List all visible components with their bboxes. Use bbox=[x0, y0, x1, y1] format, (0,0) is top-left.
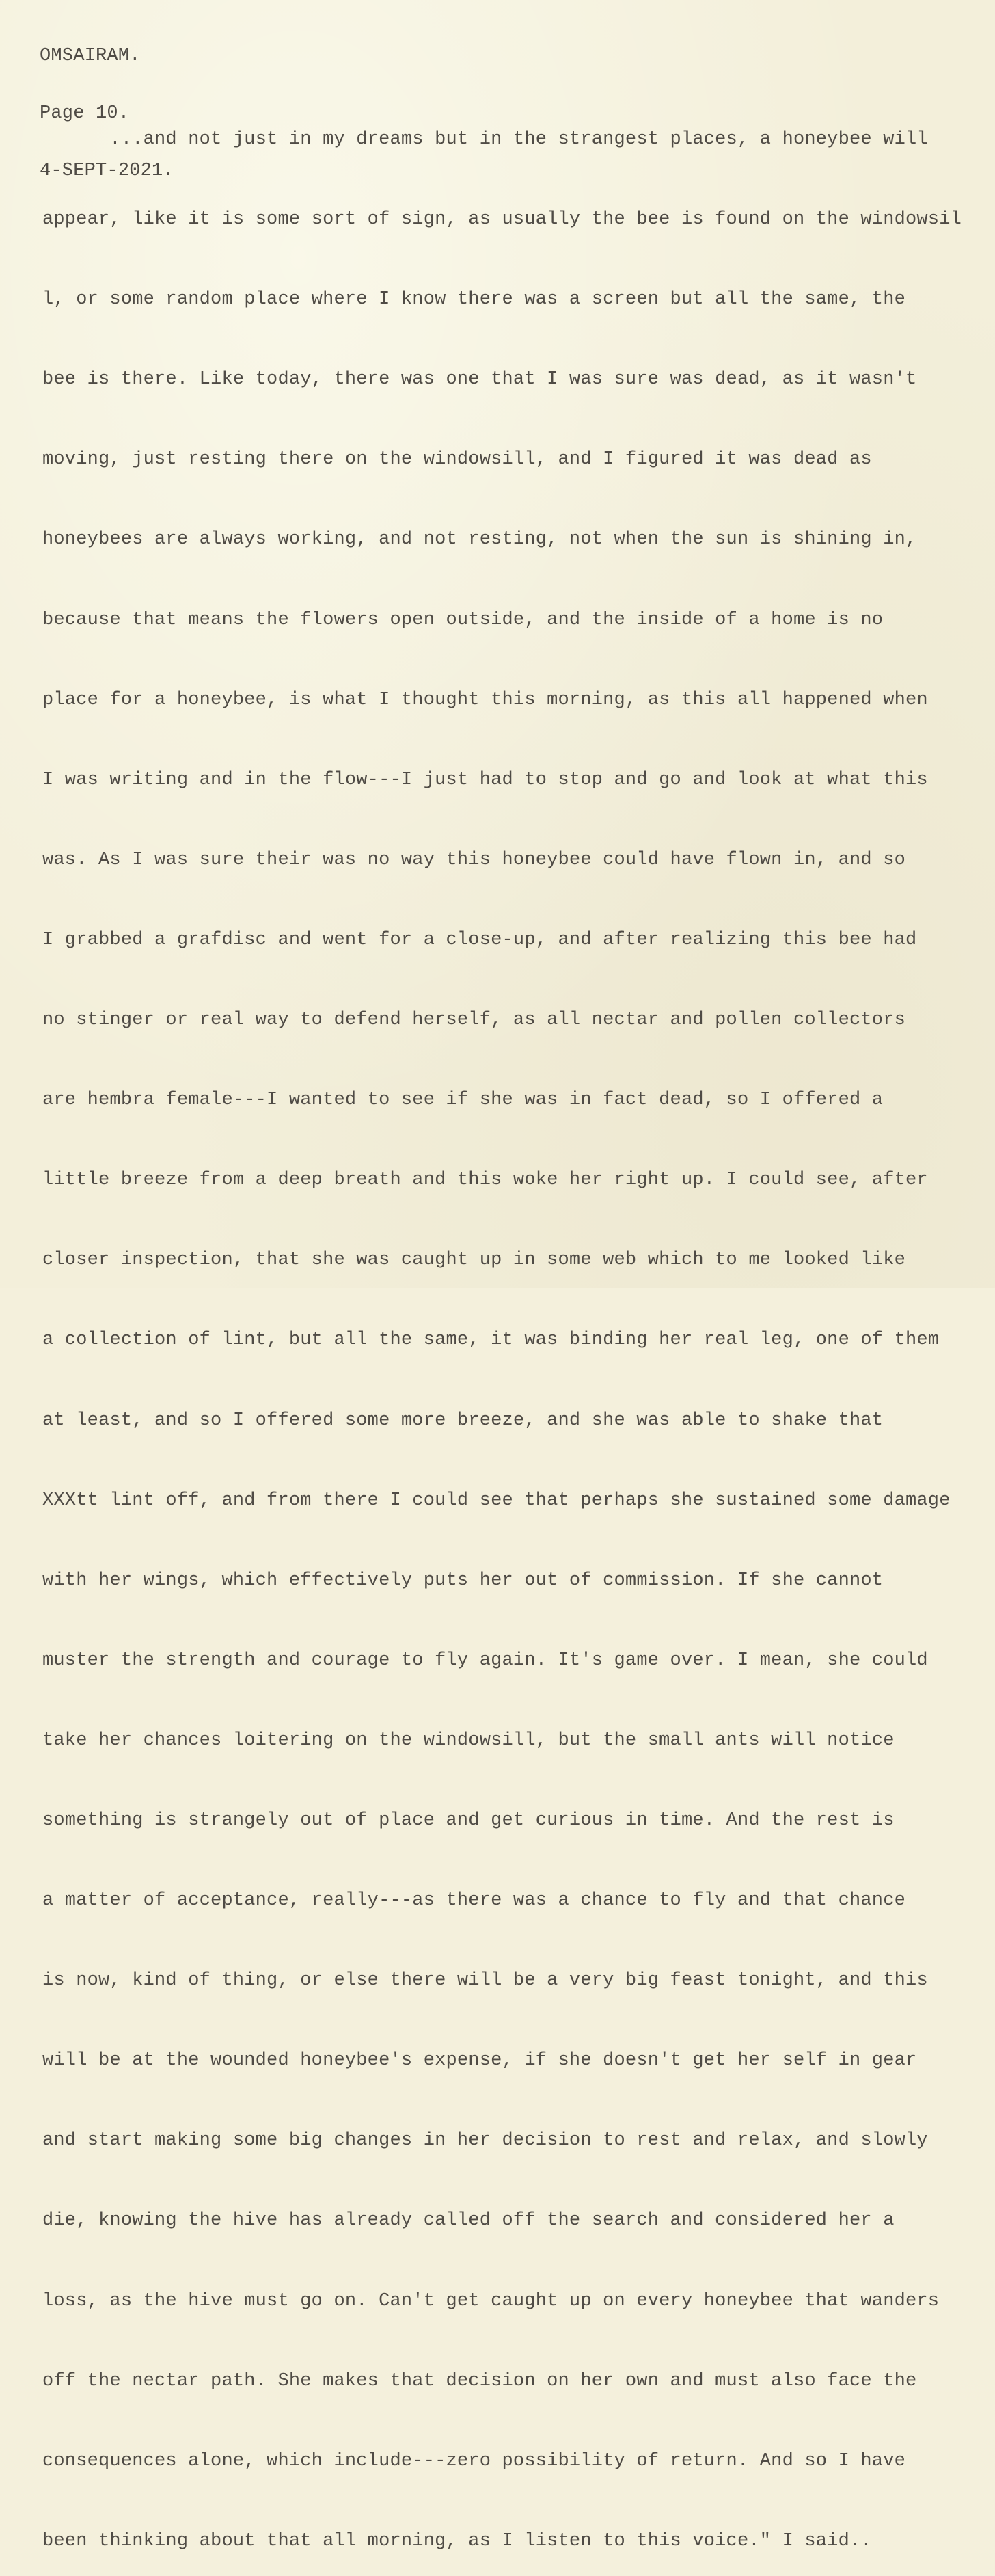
text-line: honeybees are always working, and not resting, not when the sun is shining in, bbox=[42, 529, 917, 550]
text-line: take her chances loitering on the windowsill, but the small ants will notice bbox=[42, 1730, 895, 1751]
text-line: bee is there. Like today, there was one that I was sure was dead, as it wasn't bbox=[42, 369, 917, 390]
body-text bbox=[42, 86, 979, 2576]
header-dedication: OMSAIRAM. bbox=[40, 46, 141, 66]
text-line: moving, just resting there on the windowsill, and I figured it was dead as bbox=[42, 449, 872, 470]
text-line: was. As I was sure their was no way this honeybee could have flown in, and so bbox=[42, 849, 906, 870]
header-date: 4-SEPT-2021. bbox=[40, 161, 174, 181]
text-line: appear, like it is some sort of sign, as usually the bee is found on the windowsil bbox=[42, 209, 962, 230]
text-line: die, knowing the hive has already called off the search and considered her a bbox=[42, 2210, 895, 2231]
text-line: off the nectar path. She makes that decision on her own and must also face the bbox=[42, 2370, 917, 2391]
text-line: are hembra female---I wanted to see if she was in fact dead, so I offered a bbox=[42, 1090, 884, 1111]
text-line: no stinger or real way to defend herself, as all nectar and pollen collectors bbox=[42, 1010, 906, 1031]
text-line: ...and not just in my dreams but in the strangest places, a honeybee will bbox=[42, 129, 928, 150]
text-line: because that means the flowers open outside, and the inside of a home is no bbox=[42, 609, 884, 630]
text-line: will be at the wounded honeybee's expense, if she doesn't get her self in gear bbox=[42, 2050, 917, 2071]
text-line: I grabbed a grafdisc and went for a close-up, and after realizing this bee had bbox=[42, 929, 917, 950]
text-line-overstrike: XXXtt lint off, and from there I could see that perhaps she sustained some damage bbox=[42, 1490, 951, 1511]
text-line: something is strangely out of place and get curious in time. And the rest is bbox=[42, 1810, 895, 1831]
text-line: little breeze from a deep breath and this woke her right up. I could see, after bbox=[42, 1170, 928, 1191]
text-line: been thinking about that all morning, as I listen to this voice." I said.. bbox=[42, 2530, 872, 2551]
text-line: loss, as the hive must go on. Can't get caught up on every honeybee that wanders bbox=[42, 2290, 940, 2311]
header-page-number: Page 10. bbox=[40, 103, 130, 124]
text-line: closer inspection, that she was caught up in some web which to me looked like bbox=[42, 1250, 906, 1271]
text-line: is now, kind of thing, or else there will be a very big feast tonight, and this bbox=[42, 1970, 928, 1991]
text-line: I was writing and in the flow---I just had to stop and go and look at what this bbox=[42, 769, 928, 790]
text-line: muster the strength and courage to fly again. It's game over. I mean, she could bbox=[42, 1650, 928, 1671]
text-line: at least, and so I offered some more breeze, and she was able to shake that bbox=[42, 1410, 884, 1431]
text-line: a matter of acceptance, really---as there was a chance to fly and that chance bbox=[42, 1890, 906, 1911]
text-line: with her wings, which effectively puts her out of commission. If she cannot bbox=[42, 1570, 884, 1591]
text-line: a collection of lint, but all the same, it was binding her real leg, one of them bbox=[42, 1330, 940, 1351]
text-line: consequences alone, which include---zero possibility of return. And so I have bbox=[42, 2450, 906, 2471]
text-line: and start making some big changes in her decision to rest and relax, and slowly bbox=[42, 2130, 928, 2151]
text-line: l, or some random place where I know there was a screen but all the same, the bbox=[42, 289, 906, 310]
text-line: place for a honeybee, is what I thought this morning, as this all happened when bbox=[42, 689, 928, 710]
